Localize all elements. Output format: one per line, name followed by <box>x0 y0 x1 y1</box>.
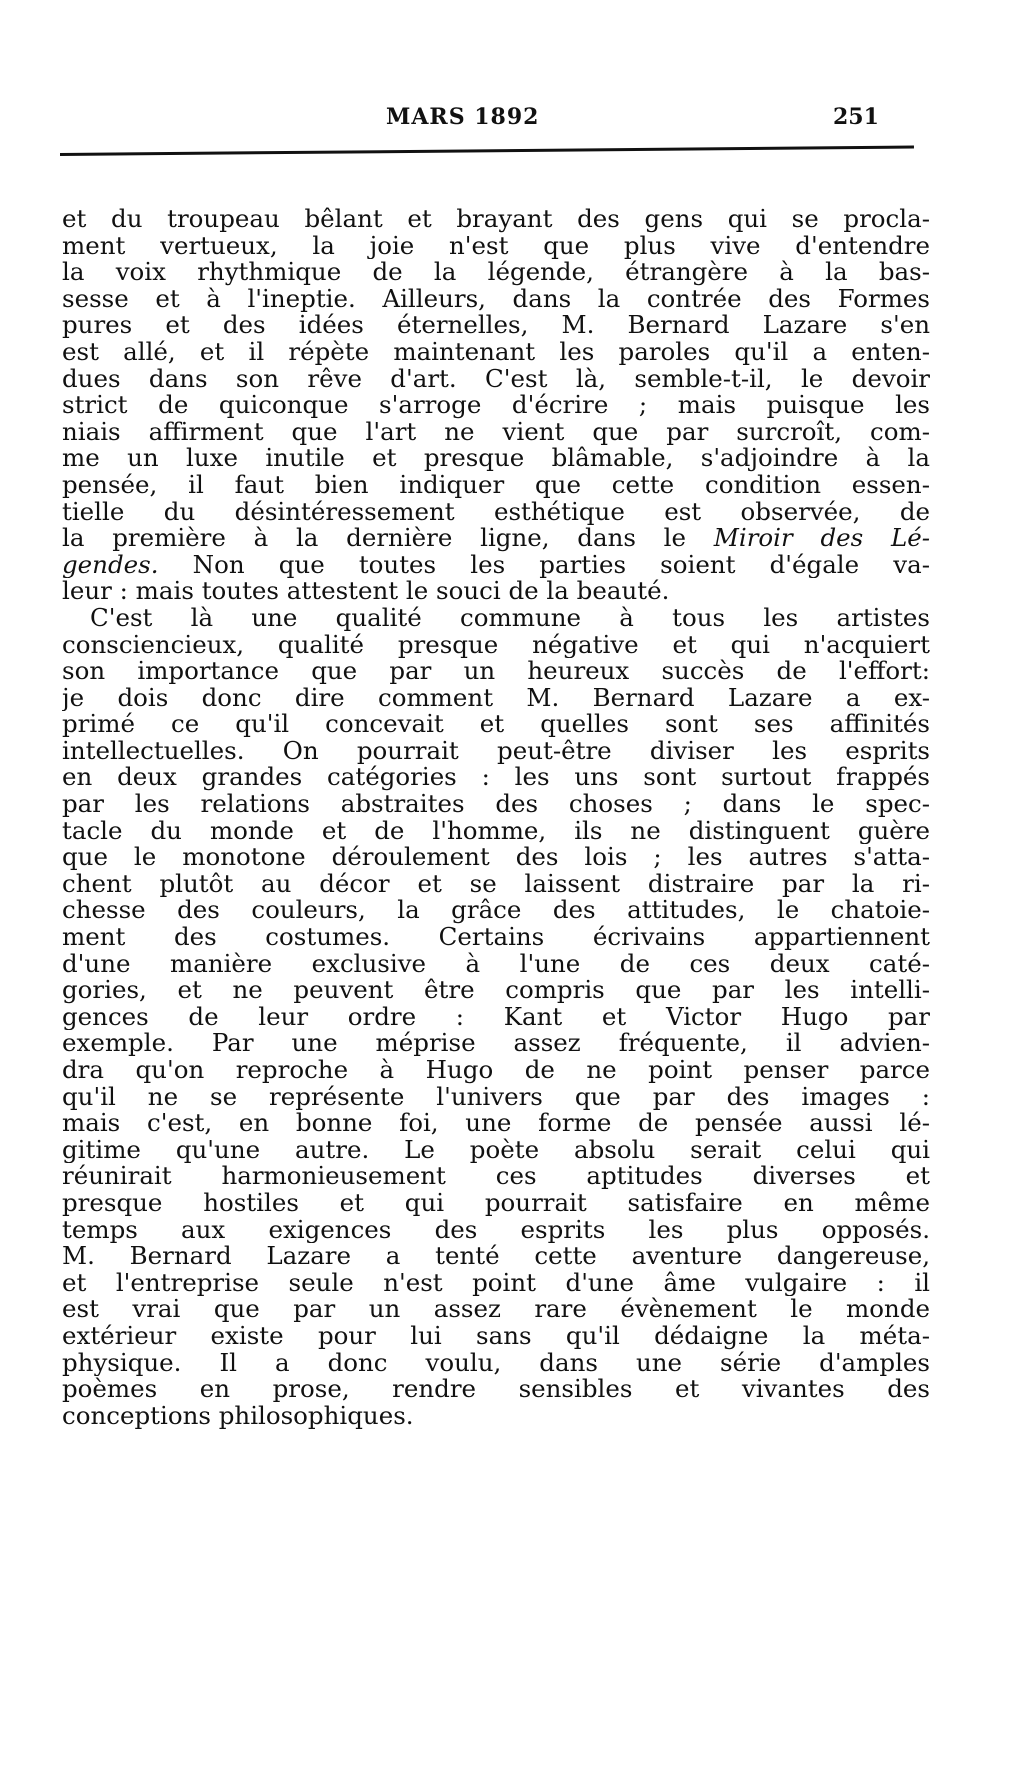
header-rule <box>60 146 914 156</box>
line-text: conceptions philosophiques. <box>62 1402 414 1430</box>
text-line <box>62 1004 930 1031</box>
text-line <box>62 578 930 605</box>
italic-title: Miroir des Lé- <box>713 525 930 552</box>
line-text: par les relations abstraites des choses ; dans le spec- <box>62 791 930 818</box>
line-text: pensée, il faut bien indiquer que cette condition essen- <box>62 471 930 499</box>
text-line <box>62 764 930 791</box>
text-line <box>62 1350 930 1377</box>
line-text: la voix rhythmique de la légende, étrangère à la bas- <box>62 259 930 286</box>
text-line <box>62 711 930 738</box>
text-line <box>62 552 930 579</box>
line-text: sesse et à l'ineptie. Ailleurs, dans la contrée des Formes <box>62 285 930 313</box>
line-text: est allé, et il répète maintenant les paroles qu'il a enten- <box>62 338 930 366</box>
line-text: et du troupeau bêlant et brayant des gens qui se procla- <box>62 206 930 233</box>
text-line <box>62 1057 930 1084</box>
line-text: ment des costumes. Certains écrivains appartiennent <box>62 924 930 951</box>
text-line <box>62 392 930 419</box>
line-text: est vrai que par un assez rare évènement le monde <box>62 1296 930 1323</box>
line-text: chesse des couleurs, la grâce des attitudes, le chatoie- <box>62 897 930 925</box>
text-line <box>62 233 930 260</box>
text-line <box>62 1296 930 1323</box>
text-line <box>62 818 930 845</box>
text-line <box>62 791 930 818</box>
line-text: strict de quiconque s'arroge d'écrire ; mais puisque les <box>62 392 930 419</box>
text-line <box>62 312 930 339</box>
line-text: C'est là une qualité commune à tous les artistes <box>90 604 930 632</box>
line-text: réunirait harmonieusement ces aptitudes diverses et <box>62 1163 930 1190</box>
text-line <box>62 1403 930 1430</box>
running-title: MARS 1892 <box>386 104 540 130</box>
text-line <box>62 525 930 552</box>
text-line <box>62 1030 930 1057</box>
text-line <box>62 1137 930 1164</box>
text-line <box>62 1376 930 1403</box>
text-line <box>62 445 930 472</box>
line-text: M. Bernard Lazare a tenté cette aventure dangereuse, <box>62 1243 930 1270</box>
text-line <box>62 1190 930 1217</box>
text-line <box>62 1270 930 1297</box>
line-text: gitime qu'une autre. Le poète absolu serait celui qui <box>62 1136 930 1164</box>
text-line <box>62 472 930 499</box>
text-line <box>62 951 930 978</box>
line-text: dra qu'on reproche à Hugo de ne point penser parce <box>62 1057 930 1084</box>
line-text: et l'entreprise seule n'est point d'une âme vulgaire : il <box>62 1269 930 1297</box>
text-line <box>62 206 930 233</box>
line-text: exemple. Par une méprise assez fréquente, il advien- <box>62 1030 930 1057</box>
text-line <box>62 924 930 951</box>
line-text: mais c'est, en bonne foi, une forme de pensée aussi lé- <box>62 1110 930 1137</box>
line-text: dues dans son rêve d'art. C'est là, semble-t-il, le devoir <box>62 365 930 393</box>
text-line <box>62 1110 930 1137</box>
text-line <box>62 1323 930 1350</box>
line-text: niais affirment que l'art ne vient que par surcroît, com- <box>62 418 930 446</box>
text-line <box>62 286 930 313</box>
text-line <box>62 897 930 924</box>
line-text: qu'il ne se représente l'univers que par des images : <box>62 1083 930 1111</box>
text-line <box>62 1243 930 1270</box>
text-line <box>62 259 930 286</box>
line-text: chent plutôt au décor et se laissent distraire par la ri- <box>62 870 930 898</box>
line-text: d'une manière exclusive à l'une de ces deux caté- <box>62 950 930 978</box>
text-line <box>62 738 930 765</box>
text-line <box>62 632 930 659</box>
line-text: temps aux exigences des esprits les plus opposés. <box>62 1216 930 1244</box>
italic-title: gendes. <box>62 551 159 579</box>
line-text: gences de leur ordre : Kant et Victor Hugo par <box>62 1003 930 1031</box>
text-line <box>62 1084 930 1111</box>
line-text: consciencieux, qualité presque négative et qui n'acquiert <box>62 631 930 659</box>
text-line <box>62 844 930 871</box>
line-text: extérieur existe pour lui sans qu'il dédaigne la méta- <box>62 1322 930 1350</box>
line-text: poèmes en prose, rendre sensibles et vivantes des <box>62 1376 930 1403</box>
page-number: 251 <box>833 104 879 130</box>
text-line <box>62 685 930 712</box>
text-line <box>62 1217 930 1244</box>
line-text: son importance que par un heureux succès de l'effort: <box>62 658 930 685</box>
line-text: leur : mais toutes attestent le souci de la beauté. <box>62 578 670 605</box>
text-line <box>62 1163 930 1190</box>
line-text: tielle du désintéressement esthétique est observée, de <box>62 498 930 526</box>
text-line <box>62 419 930 446</box>
text-line <box>62 499 930 526</box>
text-line <box>62 605 930 632</box>
line-text: la première à la dernière ligne, dans le <box>62 525 714 552</box>
text-line <box>62 366 930 393</box>
page-header <box>0 104 1016 144</box>
line-text: presque hostiles et qui pourrait satisfaire en même <box>62 1189 930 1217</box>
line-text: physique. Il a donc voulu, dans une série d'amples <box>62 1349 930 1377</box>
text-line <box>62 871 930 898</box>
line-text: gories, et ne peuvent être compris que par les intelli- <box>62 977 930 1004</box>
line-text: me un luxe inutile et presque blâmable, s'adjoindre à la <box>62 445 930 472</box>
body-text <box>62 206 930 1429</box>
line-text: primé ce qu'il concevait et quelles sont ses affinités <box>62 711 930 738</box>
line-text: en deux grandes catégories : les uns sont surtout frappés <box>62 764 930 792</box>
line-text: intellectuelles. On pourrait peut-être diviser les esprits <box>62 737 930 765</box>
text-line <box>62 977 930 1004</box>
text-line <box>62 658 930 685</box>
line-text: ment vertueux, la joie n'est que plus vive d'entendre <box>62 232 930 260</box>
line-text: Non que toutes les parties soient d'égale va- <box>158 551 930 579</box>
line-text: tacle du monde et de l'homme, ils ne distinguent guère <box>62 817 930 845</box>
line-text: je dois donc dire comment M. Bernard Lazare a ex- <box>62 684 930 712</box>
text-line <box>62 339 930 366</box>
line-text: que le monotone déroulement des lois ; les autres s'atta- <box>62 844 930 871</box>
line-text: pures et des idées éternelles, M. Bernard Lazare s'en <box>62 312 930 339</box>
